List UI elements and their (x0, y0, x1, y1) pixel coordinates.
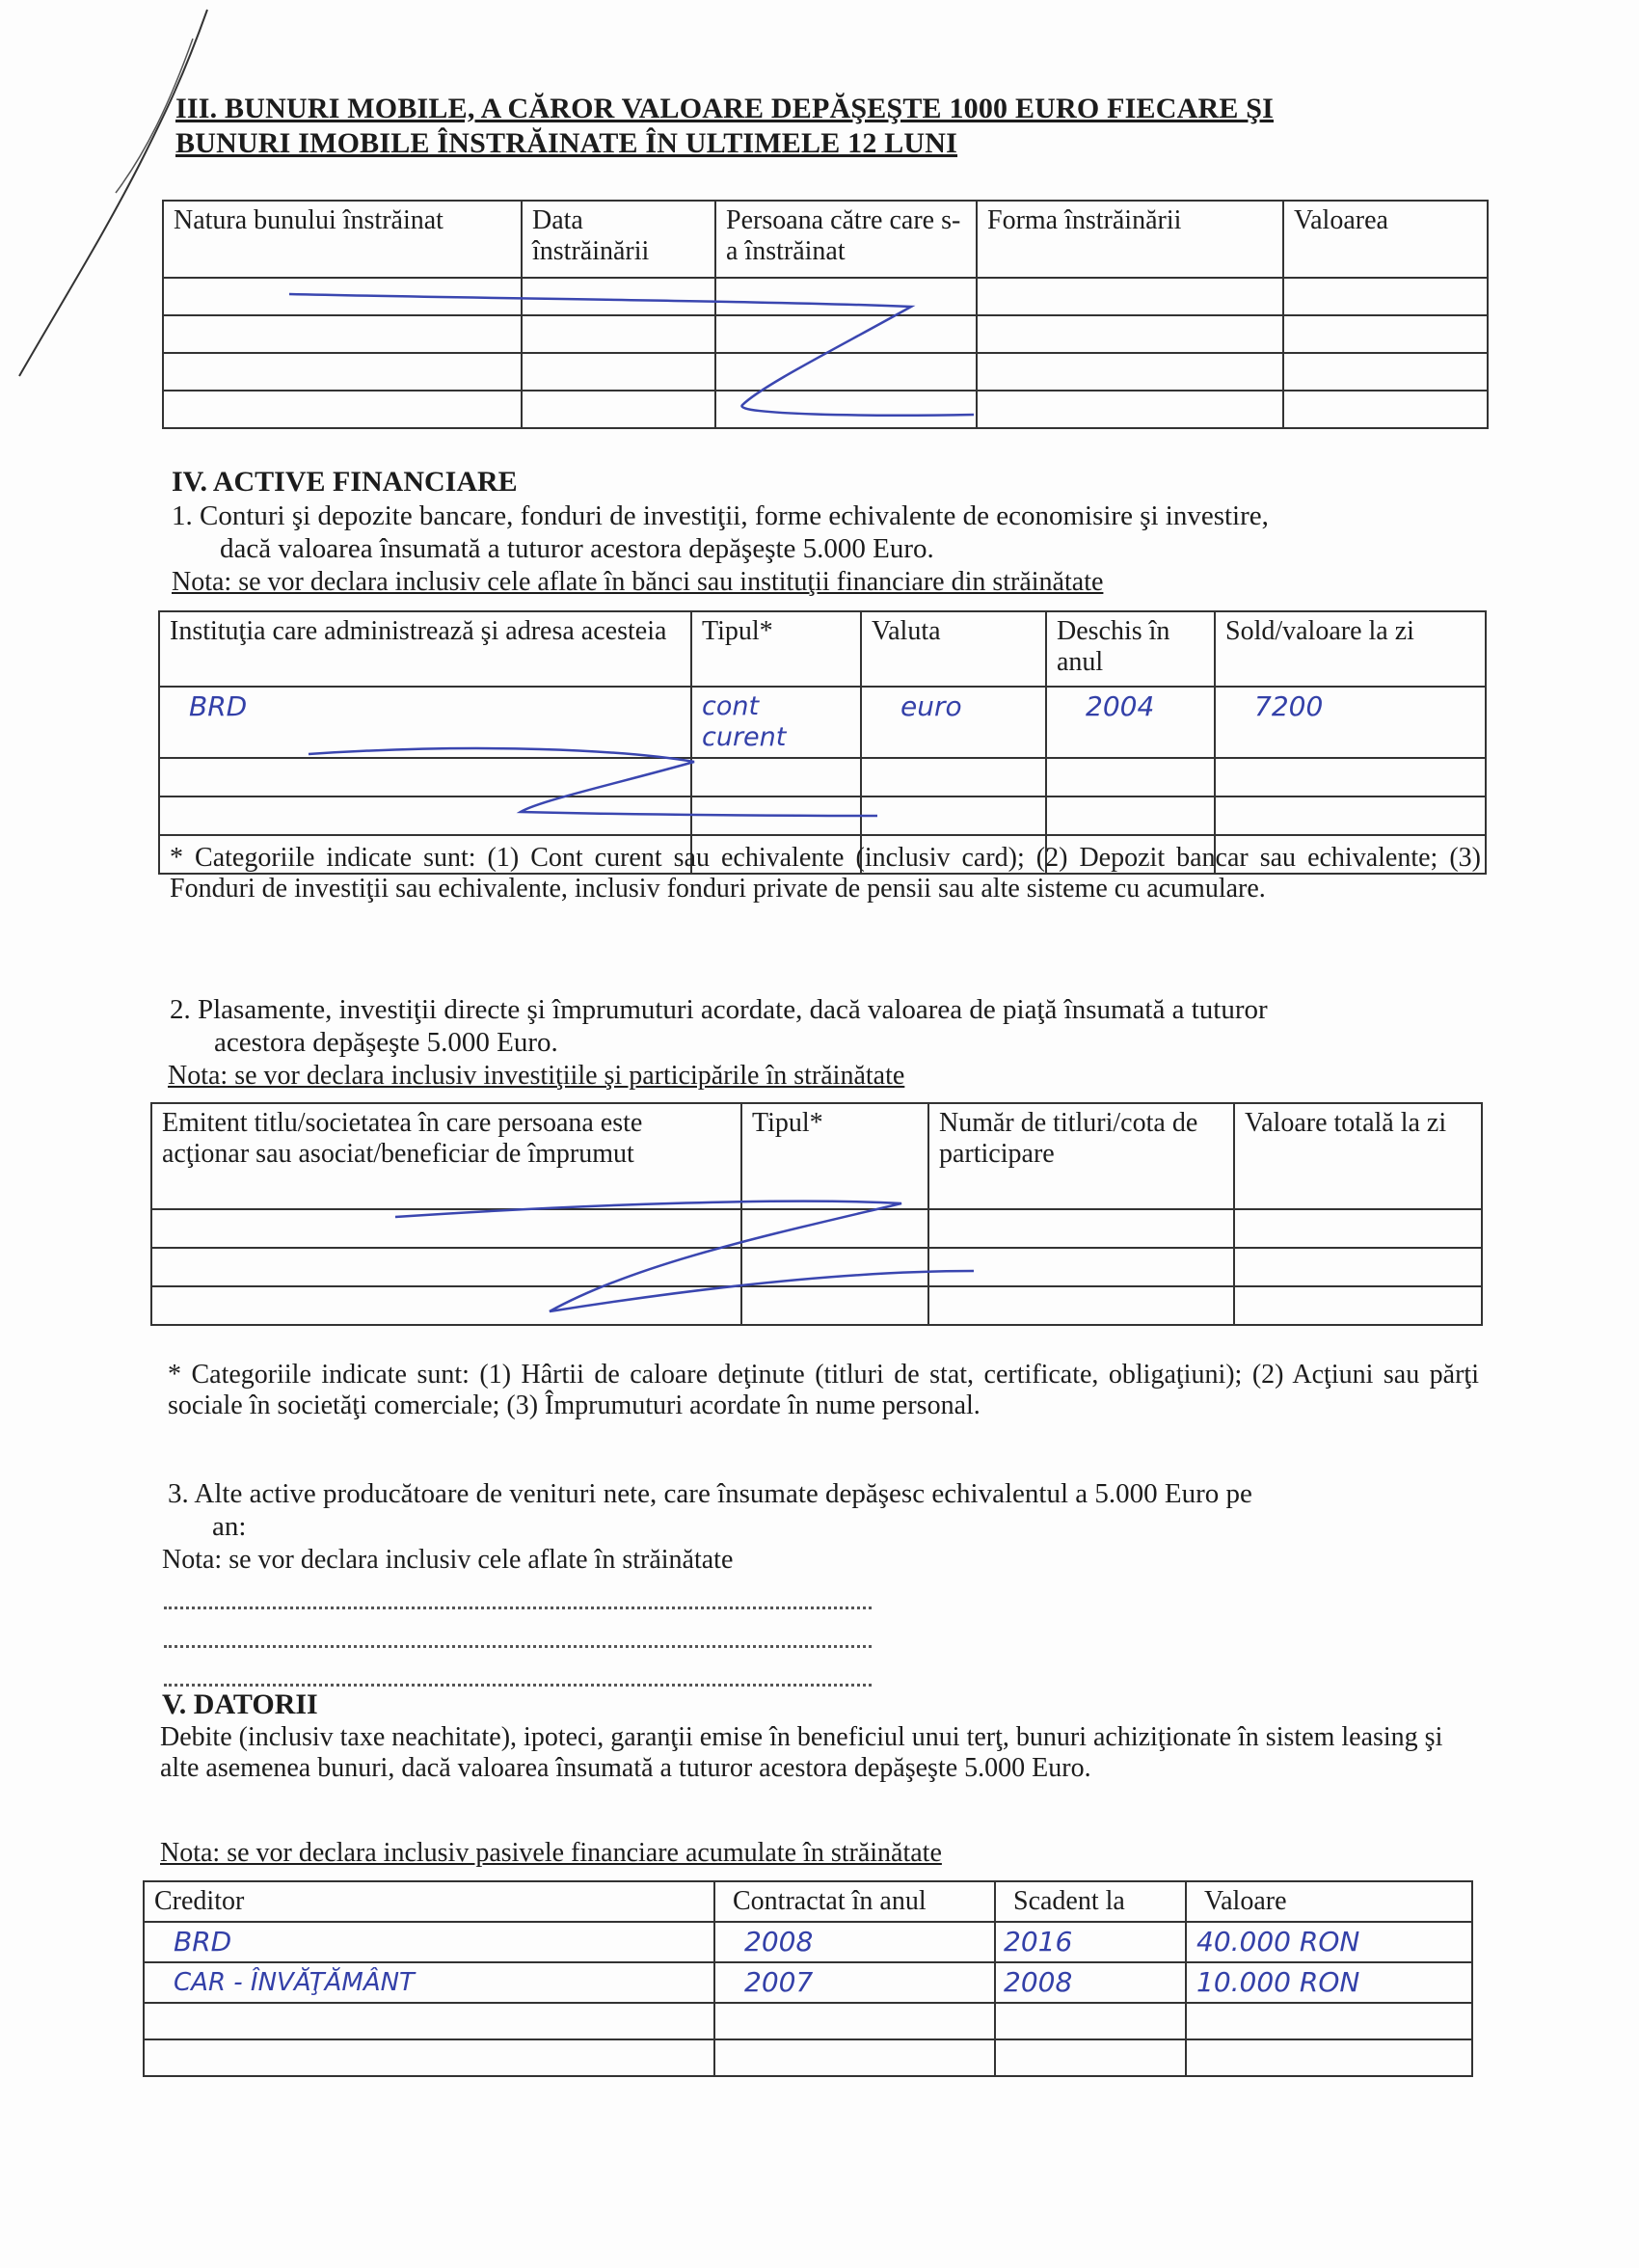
section5-heading: V. DATORII (162, 1688, 318, 1720)
item2-note: Nota: se vor declara inclusiv investiţiile şi participările în străinătate (168, 1061, 905, 1091)
table-header-row (163, 201, 1488, 278)
creditor-cell: BRD (144, 1922, 714, 1962)
investments-table (150, 1102, 1483, 1326)
col-header-valuta: Valuta (861, 611, 1046, 687)
due-year-cell: 2008 (995, 1962, 1186, 2003)
col-header-scadent: Scadent la (995, 1881, 1186, 1922)
col-header-valoare: Valoare (1186, 1881, 1472, 1922)
table-row (144, 2003, 1472, 2039)
table-header-row (159, 611, 1486, 687)
col-header-tipul: Tipul* (741, 1103, 928, 1209)
value-cell: 10.000 RON (1186, 1962, 1472, 2003)
section3-title-line2: BUNURI IMOBILE ÎNSTRĂINATE ÎN ULTIMELE 12 LUNI (175, 127, 958, 159)
currency-cell: euro (861, 687, 1046, 758)
blank-line (164, 1645, 872, 1648)
col-header-valoarea: Valoarea (1283, 201, 1488, 278)
col-header-data: Data înstrăinării (522, 201, 715, 278)
col-header-persoana: Persoana către care s-a înstrăinat (715, 201, 977, 278)
item1-text-line2: dacă valoarea însumată a tuturor acestora depăşeşte 5.000 Euro. (220, 533, 934, 564)
col-header-sold: Sold/valoare la zi (1215, 611, 1486, 687)
item3-note: Nota: se vor declara inclusiv cele aflate în străinătate (162, 1545, 734, 1575)
section5-text: Debite (inclusiv taxe neachitate), ipoteci, garanţii emise în beneficiul unui terţ, bunuri achiziţionate în sistem leasing şi alte asemenea bunuri, dacă valoarea însumată a tuturor acestora depăşeşte 5.000 Euro. (160, 1722, 1443, 1783)
bank-name-cell: BRD (159, 687, 691, 758)
blank-line (164, 1684, 872, 1687)
alienated-goods-table (162, 200, 1489, 429)
due-year-cell: 2016 (995, 1922, 1186, 1962)
col-header-institutia: Instituţia care administrează şi adresa acesteia (159, 611, 691, 687)
blank-line (164, 1606, 872, 1609)
item2-text-line1: 2. Plasamente, investiţii directe şi împrumuturi acordate, dacă valoarea de piaţă însumată a tuturor (170, 994, 1268, 1025)
bank-accounts-table (158, 610, 1487, 875)
account-type-cell: cont curent (691, 687, 861, 758)
col-header-valoare-totala: Valoare totală la zi (1234, 1103, 1482, 1209)
col-header-natura: Natura bunului înstrăinat (163, 201, 522, 278)
item3-text-line2: an: (212, 1511, 247, 1542)
table-row (159, 796, 1486, 835)
table-row (159, 687, 1486, 758)
table-row (151, 1286, 1482, 1325)
table-row (144, 1922, 1472, 1962)
value-cell: 40.000 RON (1186, 1922, 1472, 1962)
table-row (151, 1209, 1482, 1248)
item1-text-line1: 1. Conturi şi depozite bancare, fonduri de investiţii, forme echivalente de economisire şi investire, (172, 500, 1269, 531)
contracted-year-cell: 2007 (714, 1962, 995, 2003)
col-header-deschis: Deschis în anul (1046, 611, 1215, 687)
section5-note: Nota: se vor declara inclusiv pasivele financiare acumulate în străinătate (160, 1838, 942, 1868)
contracted-year-cell: 2008 (714, 1922, 995, 1962)
table-row (144, 2039, 1472, 2076)
section3-title-line1: III. BUNURI MOBILE, A CĂROR VALOARE DEPĂŞEŞTE 1000 EURO FIECARE ŞI (175, 93, 1274, 124)
table-row (144, 1962, 1472, 2003)
creditor-cell: CAR - ÎNVĂŢĂMÂNT (144, 1962, 714, 2003)
table-header-row (144, 1881, 1472, 1922)
col-header-forma: Forma înstrăinării (977, 201, 1283, 278)
table-row (163, 315, 1488, 353)
table1-footnote: * Categoriile indicate sunt: (1) Cont curent sau echivalente (inclusiv card); (2) Depozit bancar sau echivalente; (3) Fonduri de investiţii sau echivalente, inclusiv fonduri private de pensii sau alte sisteme cu acumulare. (170, 843, 1481, 904)
table-header-row (151, 1103, 1482, 1209)
balance-cell: 7200 (1215, 687, 1486, 758)
col-header-contractat: Contractat în anul (714, 1881, 995, 1922)
debts-table (143, 1880, 1473, 2077)
col-header-emitent: Emitent titlu/societatea în care persoana este acţionar sau asociat/beneficiar de împrumut (151, 1103, 741, 1209)
col-header-numar-titluri: Număr de titluri/cota de participare (928, 1103, 1234, 1209)
col-header-creditor: Creditor (144, 1881, 714, 1922)
table-row (151, 1248, 1482, 1286)
table-row (159, 758, 1486, 796)
item1-note: Nota: se vor declara inclusiv cele aflate în bănci sau instituţii financiare din străinătate (172, 567, 1104, 597)
item3-text-line1: 3. Alte active producătoare de venituri nete, care însumate depăşesc echivalentul a 5.000 Euro pe (168, 1478, 1252, 1509)
table-row (163, 278, 1488, 315)
opened-year-cell: 2004 (1046, 687, 1215, 758)
table2-footnote: * Categoriile indicate sunt: (1) Hârtii de caloare deţinute (titluri de stat, certificate, obligaţiuni); (2) Acţiuni sau părţi sociale în societăţi comerciale; (3) Împrumuturi acordate în nume personal. (168, 1360, 1479, 1420)
table-row (163, 391, 1488, 428)
table-row (163, 353, 1488, 391)
col-header-tipul: Tipul* (691, 611, 861, 687)
section4-heading: IV. ACTIVE FINANCIARE (172, 466, 518, 498)
item2-text-line2: acestora depăşeşte 5.000 Euro. (214, 1027, 558, 1058)
